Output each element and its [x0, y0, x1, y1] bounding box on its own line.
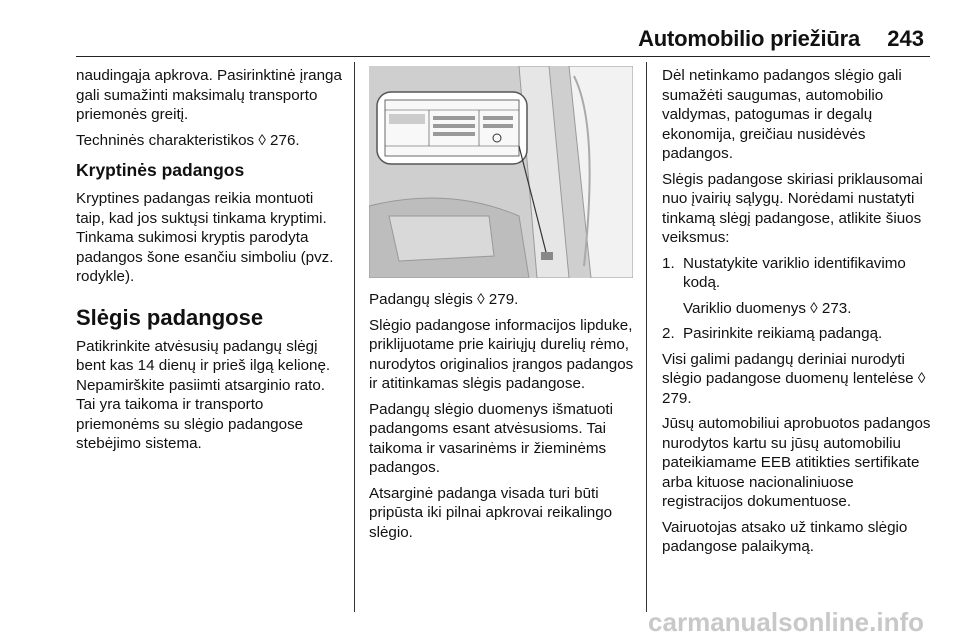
- step-text: Nustatykite variklio identifikavimo kodą.: [683, 254, 906, 291]
- steps-list: [662, 254, 932, 344]
- watermark: carmanualsonline.info: [648, 607, 924, 637]
- column-divider-left: [354, 62, 355, 612]
- column-2: [369, 290, 639, 548]
- paragraph-incorrect-pressure: Dėl netinkamo padangos slėgio gali sumažėti saugumas, automobilio valdymas, patogumas ir degalų ekonomija, greičiau nusidėvės padangos.: [662, 67, 902, 162]
- column-divider-right: [646, 62, 647, 612]
- heading-tyre-pressure: Slėgis padangose: [76, 304, 264, 330]
- paragraph-payload: naudingąja apkrova. Pasirinktinė įranga gali sumažinti maksimalų transporto priemonės greitį.: [76, 67, 342, 123]
- step-item: [662, 254, 932, 319]
- column-3: [662, 66, 932, 563]
- step-number: 2.: [662, 325, 675, 342]
- paragraph-tech-ref[interactable]: Techninės charakteristikos ◊ 276.: [76, 131, 300, 149]
- paragraph-cold-tyres: Padangų slėgio duomenys išmatuoti padangoms esant atvėsusioms. Tai taikoma ir vasarinėms ir žieminėms padangos.: [369, 400, 613, 476]
- page-number: 243: [887, 26, 924, 51]
- heading-directional-tyres: Kryptinės padangos: [76, 160, 245, 180]
- step-subref[interactable]: Variklio duomenys ◊ 273.: [683, 299, 852, 317]
- step-number: 1.: [662, 254, 675, 272]
- paragraph-pressure-varies: Slėgis padangose skiriasi priklausomai nuo įvairių sąlygų. Norėdami nustatyti tinkamą slėgį padangose, atlikite šiuos veiksmus:: [662, 170, 923, 246]
- door-frame-illustration: [369, 66, 633, 278]
- page-header-title: Automobilio priežiūra: [638, 26, 860, 51]
- paragraph-all-combinations[interactable]: Visi galimi padangų deriniai nurodyti slėgio padangose duomenų lentelėse ◊ 279.: [662, 350, 926, 407]
- paragraph-label-location: Slėgio padangose informacijos lipduke, priklijuotame prie kairiųjų durelių rėmo, nurodytos originalios įrangos padangos ir atitinkamas slėgis padangose.: [369, 316, 634, 392]
- paragraph-approved-tyres: Jūsų automobiliui aprobuotos padangos nurodytos kartu su jūsų automobiliu pateikiamame EEB atitikties sertifikate arba kituose nacionaliniuose registracijos dokumentuose.: [662, 415, 931, 510]
- paragraph-driver-responsibility: Vairuotojas atsako už tinkamo slėgio padangose palaikymą.: [662, 518, 908, 555]
- paragraph-directional: Kryptines padangas reikia montuoti taip, kad jos suktųsi tinkama kryptimi. Tinkama sukimosi kryptis parodyta padangos šone esančiu simboliu (pvz. rodykle).: [76, 190, 334, 285]
- column-1: [76, 66, 346, 460]
- paragraph-spare-wheel: Atsarginė padanga visada turi būti pripūsta iki pilnai apkrovai reikalingo slėgio.: [369, 484, 613, 541]
- step-text: Pasirinkite reikiamą padangą.: [683, 325, 883, 342]
- paragraph-pressure-check: Patikrinkite atvėsusių padangų slėgį bent kas 14 dienų ir prieš ilgą kelionę. Nepamirškite pasiimti atsarginio rato. Tai yra taikoma ir transporto priemonėms su slėgio padangose stebėjimo sistema.: [76, 337, 331, 452]
- step-item: [662, 324, 932, 344]
- figure-caption[interactable]: Padangų slėgis ◊ 279.: [369, 291, 519, 308]
- header-rule: [76, 56, 930, 57]
- tyre-label-figure: [369, 66, 633, 278]
